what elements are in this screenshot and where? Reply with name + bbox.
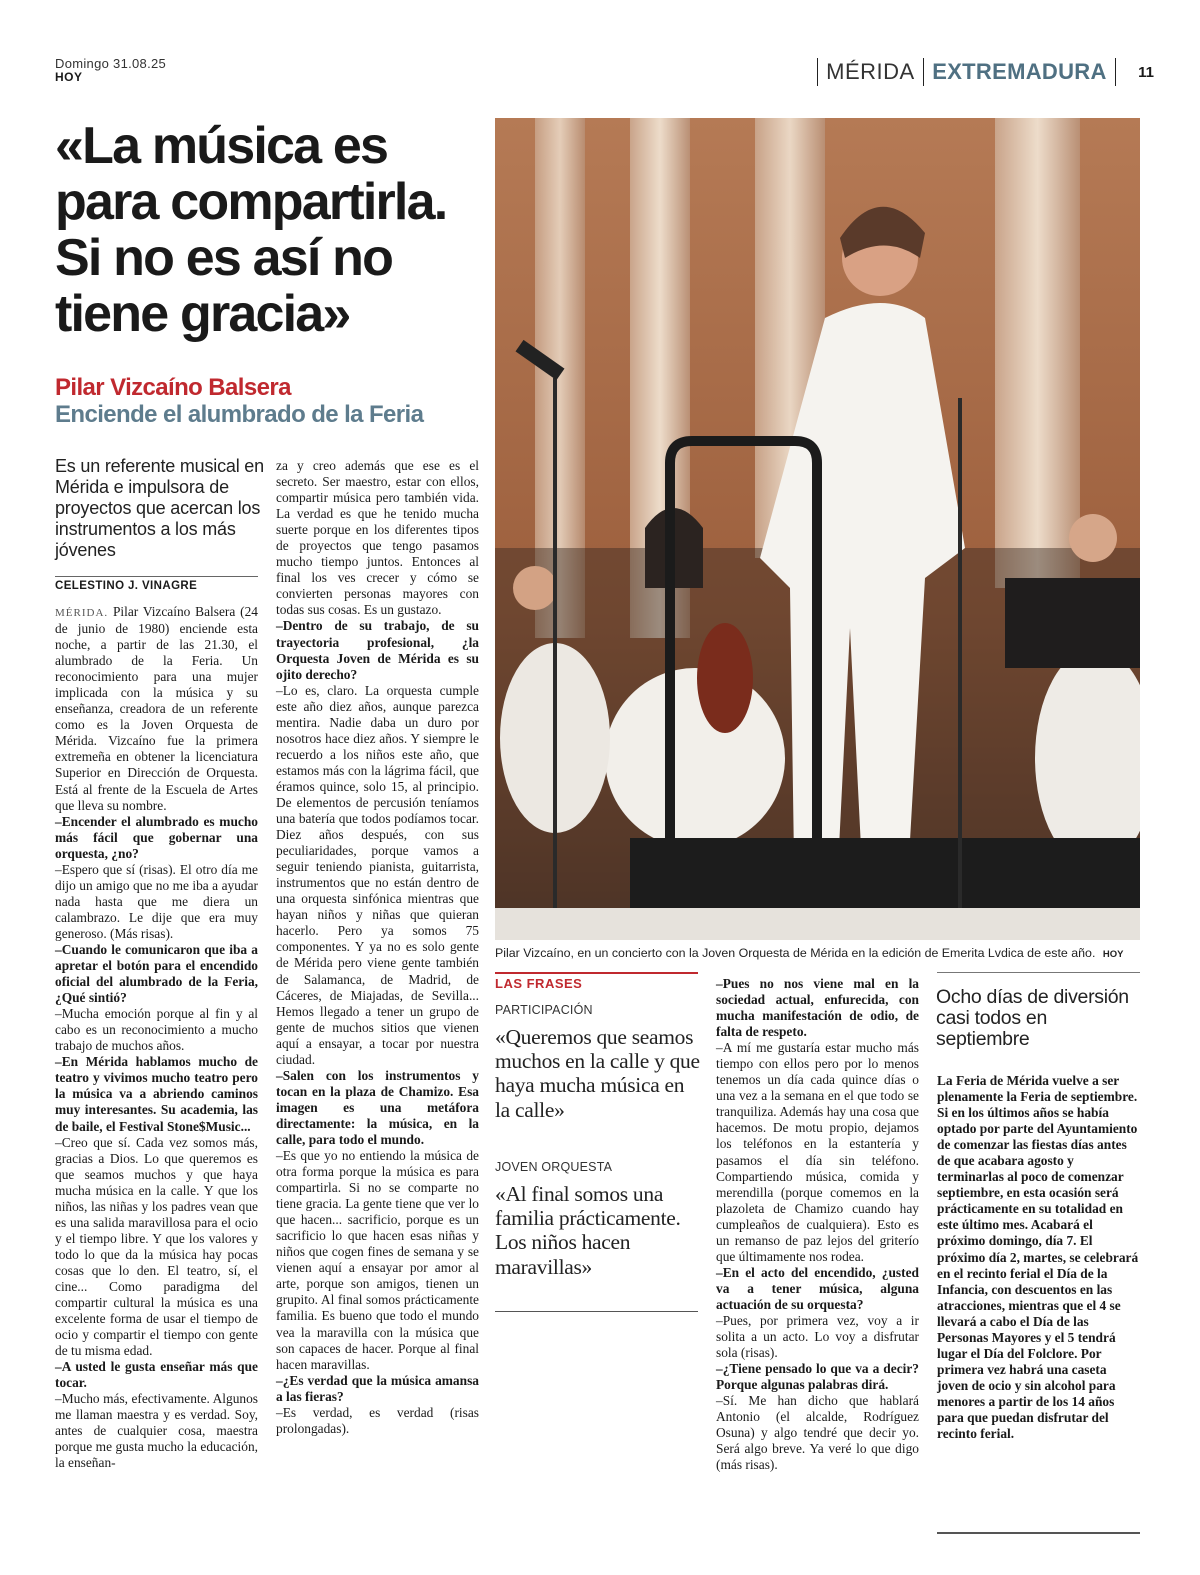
- divider: [923, 58, 925, 86]
- article-paragraph: [55, 1135, 258, 1360]
- paragraph-text: –Espero que sí (risas). El otro día me dijo un amigo que no me iba a ayudar nada hasta que me diera un calambrazo. Le dije que era muy generoso. (Más risas).: [55, 861, 258, 941]
- paragraph-text: –¿Es verdad que la música amansa a las fieras?: [276, 1372, 479, 1404]
- article-paragraph: [55, 604, 258, 814]
- newspaper-brand: HOY: [55, 70, 83, 84]
- interview-question: [55, 1054, 258, 1134]
- quotes-rule-top: [495, 972, 698, 974]
- article-paragraph: [55, 1006, 258, 1054]
- paragraph-text: za y creo además que ese es el secreto. Ser maestro, estar con ellos, compartir música pero también vida. La verdad es que he tenido mucha suerte porque en los diferentes tipos de proyectos que tengo pasamos mucho tiempo juntos. Entonces al final los ves crecer y cómo se convierten personas mayores con todas sus cosas. Es un gustazo.: [276, 458, 479, 618]
- paragraph-text: –Mucho más, efectivamente. Algunos me llaman maestra y es verdad. Soy, antes de cualquier cosa, maestra porque me gusta mucho la educación, la enseñan-: [55, 1391, 258, 1471]
- sidebar-text: La Feria de Mérida vuelve a ser plenamente la Feria de septiembre. Si en los últimos años se había optado por parte del Ayuntamiento de comenzar las fiestas días antes de que acabara agosto y terminarlas al poco de comenzar septiembre, en esta ocasión será prácticamente en su totalidad en este último mes. Acabará el próximo domingo, día 7. El próximo día 2, martes, se celebrará en el recinto ferial el Día de la Infancia, con descuentos en las atracciones, mientras que el 4 se llevará a cabo el Día de las Personas Mayores y el 5 tendrá lugar el Día del Folclore. Por primera vez habrá una caseta joven de ocio y sin alcohol para menores a partir de los 14 años para que puedan disfrutar del recinto ferial.: [937, 1073, 1139, 1442]
- article-paragraph: [276, 1148, 479, 1373]
- headline: [55, 118, 485, 342]
- paragraph-text: –Es que yo no entiendo la música de otra forma porque la música es para compartirla. Si no se comparte no tiene gracia. La gente tiene que ver lo que hacen... sacrificio, porque es un sacrificio lo que hacen esas niñas y niños que cogen fines de semana y se vienen aquí a ensayar por amor al arte, porque son amigos, tienen un grupito. Al final somos prácticamente familia. Es bueno que todo el mundo vea la maravilla con la música que son capaces de hacer. Porque al final hacen maravillas.: [276, 1148, 479, 1372]
- caption-text: Pilar Vizcaíno, en un concierto con la Joven Orquesta de Mérida en la edición de Emerita Lvdica de este año.: [495, 946, 1096, 960]
- headline-line: para compartirla.: [55, 173, 447, 231]
- quote-label: PARTICIPACIÓN: [495, 1003, 593, 1017]
- paragraph-text: –En el acto del encendido, ¿usted va a tener música, alguna actuación de su orquesta?: [716, 1264, 919, 1312]
- article-paragraph: [55, 862, 258, 942]
- paragraph-text: –Es verdad, es verdad (risas prolongadas).: [276, 1404, 479, 1436]
- headline-line: tiene gracia»: [55, 285, 350, 343]
- interview-question: [716, 976, 919, 1040]
- interview-question: [55, 814, 258, 862]
- article-paragraph: [276, 1405, 479, 1437]
- paragraph-text: –Cuando le comunicaron que iba a apretar el botón para el encendido oficial del alumbrado de la Feria, ¿Qué sintió?: [55, 941, 258, 1006]
- interview-question: [55, 942, 258, 1006]
- headline-line: Si no es así no: [55, 229, 393, 287]
- sidebar-title: Ocho días de diversión casi todos en septiembre: [936, 986, 1129, 1051]
- paragraph-text: –Creo que sí. Cada vez somos más, gracias a Dios. Lo que queremos es que seamos muchos y que haya mucha música en la calle. Y que los niños, las niñas y los padres vean que es una salida maravillosa para el ocio y el tiempo libre. Y que los valores y todo lo que da la música hay pocas cosas que lo den. El teatro, sí, el cine... Como paradigma del compartir cultural la música es una excelente forma de usar el tiempo de ocio y compartir el tiempo con gente de tu misma edad.: [55, 1134, 258, 1359]
- interview-question: [276, 1068, 479, 1148]
- byline-rule: [55, 576, 258, 577]
- photo-credit: HOY: [1102, 949, 1124, 960]
- article-column-3: [716, 976, 919, 1473]
- paragraph-text: –Dentro de su trabajo, de su trayectoria profesional, ¿la Orquesta Joven de Mérida es su ojito derecho?: [276, 618, 479, 682]
- paragraph-text: –Lo es, claro. La orquesta cumple este año diez años, aunque parezca mentira. Nadie daba un duro por nosotros hace diez años. Y siempre le recuerdo a los niños este año, que estamos más con la lágrima fácil, que éramos quince, solo 15, al principio. De elementos de percusión teníamos una batería que todos podíamos tocar. Diez años después, con sus peculiaridades, porque vamos a seguir teniendo pianista, guitarrista, instrumentos que no están dentro de una orquesta sinfónica mientras que hayan niños y niñas que quieran hacerlo. Pero ya somos 75 componentes. Y ya no es solo gente de Mérida pero viene gente también de Salamanca, de Madrid, de Cáceres, de Miajadas, de Sevilla... Hemos llegado a tener un grupo de gente de muchos sitios que vienen aquí a ensayar, a tocar por nuestra ciudad.: [276, 682, 479, 1067]
- paragraph-text: –A usted le gusta enseñar más que tocar.: [55, 1359, 258, 1391]
- paragraph-text: –Salen con los instrumentos y tocan en la plaza de Chamizo. Esa imagen es una metáfora directamente: la música, en la calle, para todo el mundo.: [276, 1067, 479, 1147]
- article-lede: Es un referente musical en Mérida e impulsora de proyectos que acercan los instrumentos a los más jóvenes: [55, 456, 264, 560]
- pull-quote: «Queremos que seamos muchos en la calle y que haya mucha música en la calle»: [495, 1025, 700, 1122]
- article-paragraph: [55, 1391, 258, 1471]
- photo-caption: [495, 946, 1140, 960]
- paragraph-text: –Mucha emoción porque al fin y al cabo es un reconocimiento a mucho trabajo de muchos años.: [55, 1006, 258, 1054]
- divider: [1115, 58, 1117, 86]
- quotes-title: LAS FRASES: [495, 976, 583, 991]
- concert-photo-illustration: [495, 118, 1140, 940]
- article-paragraph: [716, 1393, 919, 1473]
- sidebar-rule-top: [937, 972, 1140, 973]
- paragraph-text: –Sí. Me han dicho que hablará Antonio (el alcalde, Rodríguez Osuna) y algo tendré que decir yo. Será algo breve. Ya veré lo que digo (más risas).: [716, 1393, 919, 1473]
- headline-line: «La música es: [55, 117, 388, 175]
- quote-label: JOVEN ORQUESTA: [495, 1160, 613, 1174]
- byline: CELESTINO J. VINAGRE: [55, 580, 198, 592]
- paragraph-text: –Pues no nos viene mal en la sociedad actual, enfurecida, con mucha manifestación de odio, de falta de respeto.: [716, 976, 919, 1040]
- concert-photo: [495, 118, 1140, 940]
- quotes-rule-bottom: [495, 1311, 698, 1312]
- section-city: MÉRIDA: [826, 59, 915, 84]
- interview-question: [716, 1265, 919, 1313]
- article-paragraph: [716, 1313, 919, 1361]
- article-paragraph: [276, 683, 479, 1068]
- article-column-1: [55, 604, 258, 1472]
- divider: [817, 58, 819, 86]
- paragraph-text: –Pues, por primera vez, voy a ir solita a un acto. Lo voy a disfrutar sola (risas).: [716, 1312, 919, 1361]
- paragraph-text: –A mí me gustaría estar mucho más tiempo con ellos pero por lo menos tenemos un día cada quince días o una vez a la semana en el que todo se tranquiliza. Además hay una cosa que hacemos. De motu propio, dejamos los teléfonos en la estantería y pasamos el día sin teléfono. Compartiendo música, comida y merendilla (porque comemos en la plazoleta de Chamizo cuando hay cumpleaños de cualquiera). Esto es un remanso de paz lejos del griterío que últimamente nos rodea.: [716, 1040, 919, 1264]
- paragraph-text: Pilar Vizcaíno Balsera (24 de junio de 1980) enciende esta noche, a partir de las 21.30, el alumbrado de la Feria. Un reconocimiento para una mujer implicada con la música y su enseñanza, creadora de un referente como es la Joven Orquesta de Mérida. Vizcaíno fue la primera extremeña en obtener la licenciatura Superior en Dirección de Orquesta. Está al frente de la Escuela de Artes que lleva su nombre.: [55, 604, 258, 813]
- interview-question: [55, 1359, 258, 1391]
- paragraph-text: –En Mérida hablamos mucho de teatro y vivimos mucho teatro pero la música va a abriendo caminos muy interesantes. Su academia, las de baile, el Festival Stone$Music...: [55, 1054, 258, 1134]
- dateline-location: MÉRIDA.: [55, 607, 109, 619]
- section-header: [809, 58, 1154, 86]
- page-date: Domingo 31.08.25: [55, 56, 167, 71]
- sidebar-rule-bottom: [937, 1532, 1140, 1534]
- article-paragraph: [276, 458, 479, 618]
- pull-quote: «Al final somos una familia prácticamente. Los niños hacen maravillas»: [495, 1182, 681, 1279]
- page-number: 11: [1138, 63, 1154, 81]
- paragraph-text: –¿Tiene pensado lo que va a decir? Porque algunas palabras dirá.: [716, 1361, 919, 1393]
- paragraph-text: –Encender el alumbrado es mucho más fácil que gobernar una orquesta, ¿no?: [55, 813, 258, 861]
- interview-question: [716, 1361, 919, 1393]
- interview-question: [276, 618, 479, 682]
- article-column-2: [276, 458, 479, 1437]
- section-region: EXTREMADURA: [932, 59, 1107, 84]
- article-paragraph: [716, 1040, 919, 1265]
- interview-question: [276, 1373, 479, 1405]
- person-name: Pilar Vizcaíno Balsera: [55, 374, 291, 401]
- person-role: Enciende el alumbrado de la Feria: [55, 401, 424, 428]
